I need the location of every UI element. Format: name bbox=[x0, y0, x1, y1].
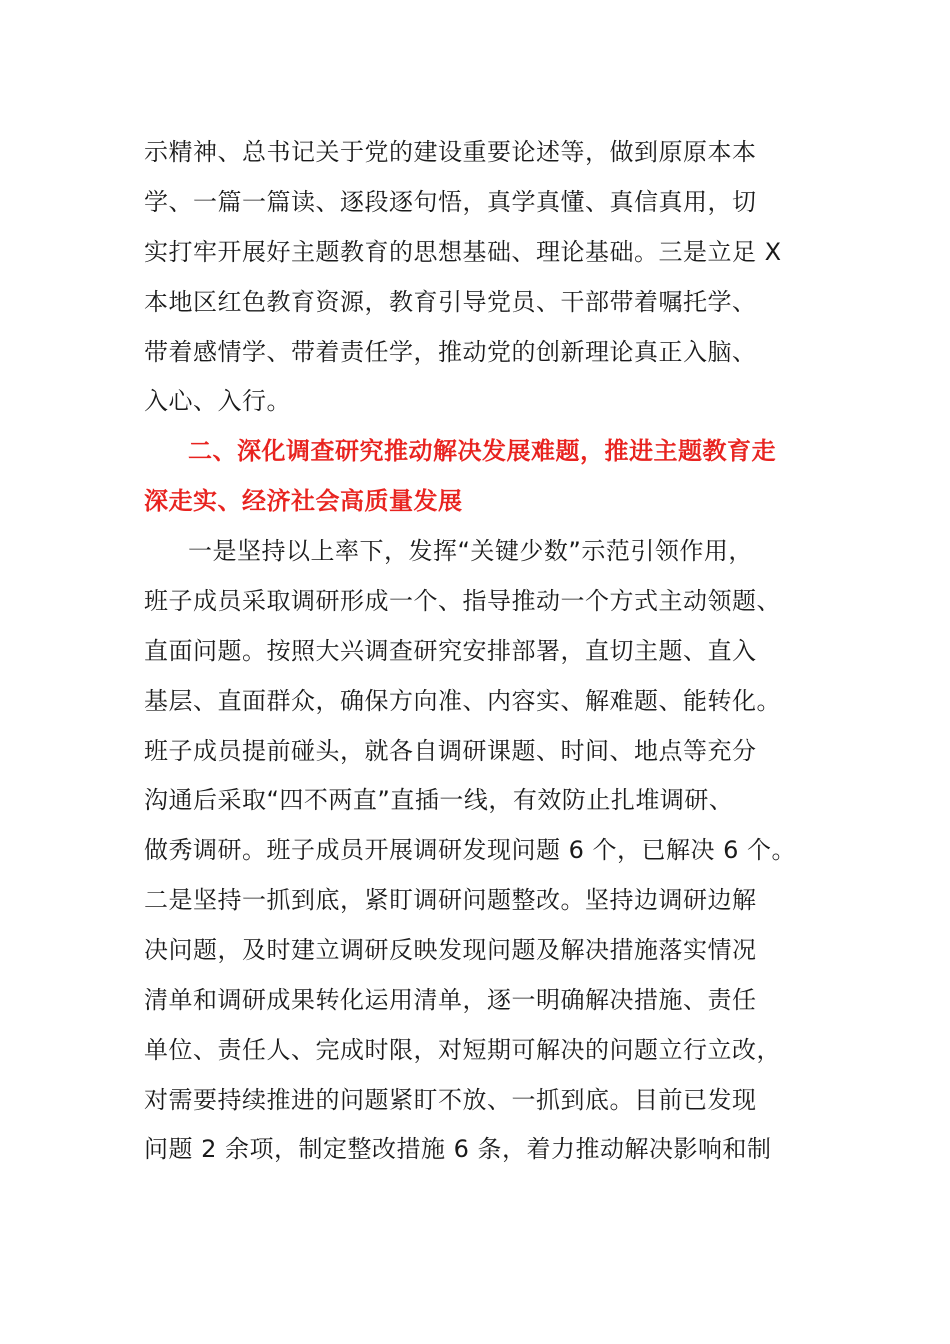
body-line: 实打牢开展好主题教育的思想基础、理论基础。三是立足 X bbox=[144, 238, 782, 266]
body-line: 班子成员提前碰头，就各自调研课题、时间、地点等充分 bbox=[144, 737, 757, 765]
body-line: 清单和调研成果转化运用清单，逐一明确解决措施、责任 bbox=[144, 986, 757, 1014]
body-line: 直面问题。按照大兴调查研究安排部署，直切主题、直入 bbox=[144, 637, 757, 665]
body-line: 带着感情学、带着责任学，推动党的创新理论真正入脑、 bbox=[144, 338, 757, 366]
body-line: 做秀调研。班子成员开展调研发现问题 6 个，已解决 6 个。 bbox=[144, 836, 797, 864]
body-line: 沟通后采取“四不两直”直插一线，有效防止扎堆调研、 bbox=[144, 786, 734, 814]
body-line: 本地区红色教育资源，教育引导党员、干部带着嘱托学、 bbox=[144, 288, 757, 316]
body-line: 示精神、总书记关于党的建设重要论述等，做到原原本本 bbox=[144, 138, 757, 166]
body-line: 入心、入行。 bbox=[144, 387, 291, 415]
body-line: 二是坚持一抓到底，紧盯调研问题整改。坚持边调研边解 bbox=[144, 886, 757, 914]
section-heading-continued: 深走实、经济社会高质量发展 bbox=[144, 487, 463, 515]
body-line: 对需要持续推进的问题紧盯不放、一抓到底。目前已发现 bbox=[144, 1086, 757, 1114]
body-line: 学、一篇一篇读、逐段逐句悟，真学真懂、真信真用，切 bbox=[144, 188, 757, 216]
body-line: 班子成员采取调研形成一个、指导推动一个方式主动领题、 bbox=[144, 587, 781, 615]
body-line: 问题 2 余项，制定整改措施 6 条，着力推动解决影响和制 bbox=[144, 1135, 772, 1163]
paragraph-first-line: 一是坚持以上率下，发挥“关键少数”示范引领作用， bbox=[188, 537, 753, 565]
body-line: 决问题，及时建立调研反映发现问题及解决措施落实情况 bbox=[144, 936, 757, 964]
body-line: 单位、责任人、完成时限，对短期可解决的问题立行立改， bbox=[144, 1036, 781, 1064]
body-line: 基层、直面群众，确保方向准、内容实、解难题、能转化。 bbox=[144, 687, 781, 715]
section-heading: 二、深化调查研究推动解决发展难题，推进主题教育走 bbox=[188, 437, 776, 465]
